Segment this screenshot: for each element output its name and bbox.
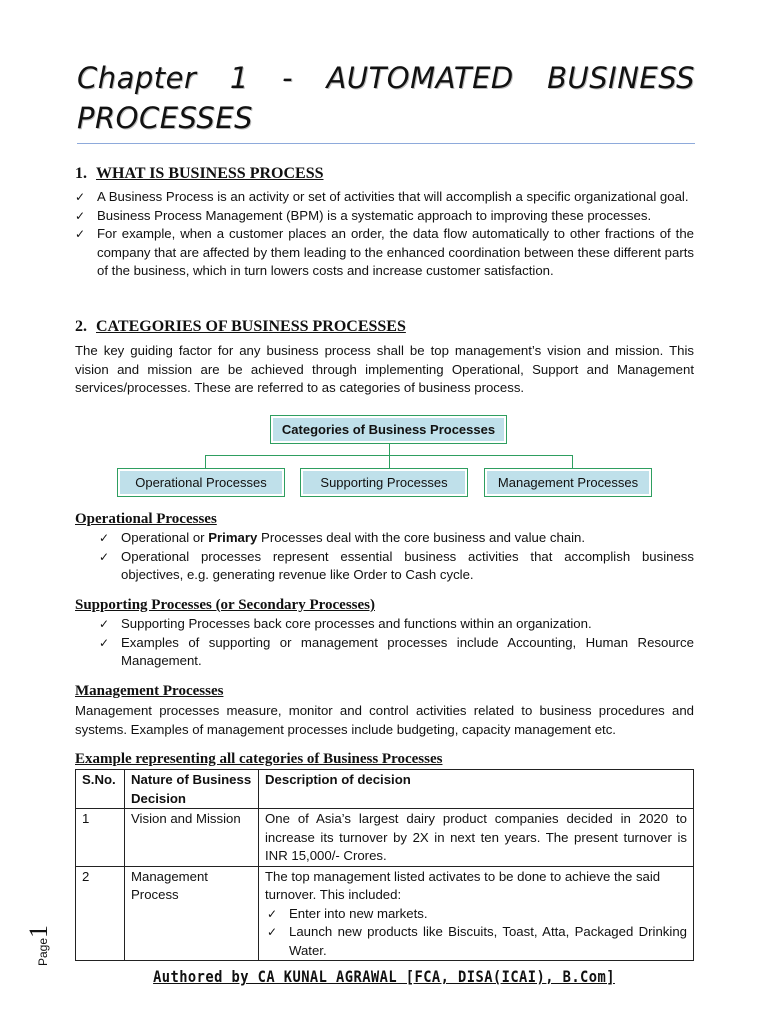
checkmark-icon: ✓ <box>75 227 86 241</box>
diagram-connector <box>389 444 390 455</box>
diagram-child-supporting: Supporting Processes <box>300 468 468 497</box>
checkmark-icon: ✓ <box>267 906 278 921</box>
cell-nature: Management Process <box>125 866 259 961</box>
list-item <box>75 188 694 207</box>
page-number <box>24 918 64 968</box>
list-item <box>265 905 687 924</box>
list-item-text: For example, when a customer places an order, the data flow automatically to other fractions of the company that are affected by them leading to the enhanced coordination between these different parts of the business, which in turn lowers costs and increase customer satisfaction. <box>97 226 694 278</box>
cell-nature: Vision and Mission <box>125 809 259 867</box>
table-row <box>76 809 694 867</box>
table-header-row <box>76 770 694 809</box>
header-description: Description of decision <box>259 770 694 809</box>
list-item <box>99 548 694 585</box>
diagram-child-management: Management Processes <box>484 468 652 497</box>
list-item-text: Operational processes represent essential business activities that accomplish business objectives, e.g. generating revenue like Order to Cash cycle. <box>121 548 694 582</box>
emphasis-text: Primary <box>208 530 258 545</box>
diagram-connector <box>205 455 206 468</box>
list-item-text: Processes deal with the core business and value chain. <box>257 530 586 545</box>
list-item-text: Examples of supporting or management processes include Accounting, Human Resource Management. <box>121 634 694 668</box>
supporting-heading: Supporting Processes (or Secondary Processes) <box>75 597 375 613</box>
checkmark-icon: ✓ <box>99 635 110 650</box>
list-item <box>99 615 694 634</box>
cell-bullets <box>265 905 687 961</box>
page-number-value: 1 <box>24 924 53 938</box>
list-item-text: Supporting Processes back core processes and functions within an organization. <box>121 616 592 631</box>
checkmark-icon: ✓ <box>99 531 110 545</box>
section2-intro: The key guiding factor for any business process shall be top management’s vision and mission. This vision and mission are be achieved through implementing Operational, Support and Management services/processes. These are referred to as categories of business process. <box>75 343 694 395</box>
management-text: Management processes measure, monitor and control activities related to business procedures and systems. Examples of management processes include budgeting, capacity management etc. <box>75 703 694 737</box>
table-row <box>76 866 694 961</box>
header-nature: Nature of Business Decision <box>125 770 259 809</box>
section2-number: 2. <box>75 318 87 335</box>
list-item <box>265 923 687 960</box>
diagram-child-operational: Operational Processes <box>117 468 285 497</box>
management-heading: Management Processes <box>75 683 224 699</box>
checkmark-icon: ✓ <box>99 617 110 631</box>
footer-author: Authored by CA KUNAL AGRAWAL [FCA, DISA(ICAI), B.Com] <box>153 967 615 986</box>
cell-description <box>259 866 694 961</box>
list-item <box>75 207 694 226</box>
page-label: Page <box>36 937 50 966</box>
decisions-table <box>75 769 694 961</box>
checkmark-icon: ✓ <box>75 190 86 204</box>
list-item-text: A Business Process is an activity or set of activities that will accomplish a specific organizational goal. <box>97 189 689 204</box>
section1-title: WHAT IS BUSINESS PROCESS <box>96 165 324 182</box>
diagram-connector <box>389 455 390 468</box>
list-item-text: Enter into new markets. <box>289 905 428 921</box>
diagram-connector <box>572 455 573 468</box>
list-item-text: Launch new products like Biscuits, Toast, Atta, Packaged Drinking Water. <box>289 924 687 958</box>
chapter-title: Chapter 1 - AUTOMATED BUSINESS PROCESSES <box>77 61 695 135</box>
section2-heading <box>75 318 406 336</box>
section1-heading <box>75 165 324 183</box>
list-item <box>75 225 694 281</box>
cell-description-text: The top management listed activates to be done to achieve the said turnover. This included: <box>265 868 661 902</box>
checkmark-icon: ✓ <box>267 925 278 939</box>
section1-list <box>75 188 694 281</box>
list-item-text: Business Process Management (BPM) is a systematic approach to improving these processes. <box>97 207 652 223</box>
operational-list <box>99 529 694 585</box>
cell-sno: 1 <box>76 809 125 867</box>
header-sno: S.No. <box>76 770 125 809</box>
checkmark-icon: ✓ <box>99 549 110 564</box>
list-item <box>99 634 694 671</box>
section2-title: CATEGORIES OF BUSINESS PROCESSES <box>96 318 406 335</box>
section1-number: 1. <box>75 165 87 182</box>
supporting-list <box>99 615 694 671</box>
cell-sno: 2 <box>76 866 125 961</box>
operational-heading: Operational Processes <box>75 511 217 527</box>
checkmark-icon: ✓ <box>75 208 86 223</box>
list-item-text: Operational or <box>121 530 209 545</box>
cell-description: One of Asia’s largest dairy product companies decided in 2020 to increase its turnover by 2X in next ten years. The present turnover is INR 15,000/- Crores. <box>259 809 694 867</box>
example-heading: Example representing all categories of Business Processes <box>75 751 443 767</box>
list-item <box>99 529 694 548</box>
diagram-root-box: Categories of Business Processes <box>270 415 507 444</box>
title-divider <box>77 143 695 144</box>
